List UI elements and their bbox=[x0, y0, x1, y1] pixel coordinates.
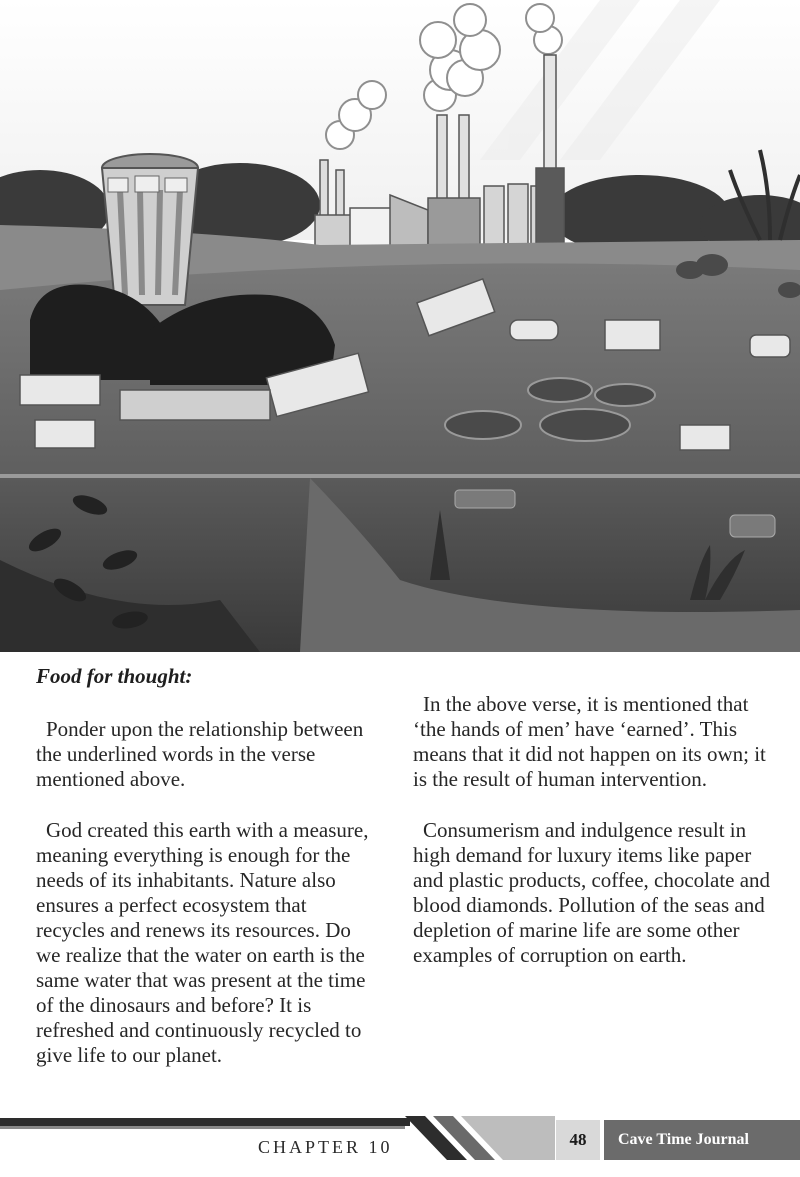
paragraph: Consumerism and indulgence result in high demand for luxury items like paper and plastic products, coffee, chocolate and blood diamonds. Pollution of the seas and depletion of marine life are some other examples of corruption on earth. bbox=[413, 818, 771, 967]
journal-title: Cave Time Journal bbox=[604, 1120, 800, 1160]
left-column bbox=[36, 664, 376, 1068]
footer-rule bbox=[0, 1118, 410, 1126]
paragraph: God created this earth with a measure, meaning everything is enough for the needs of its inhabitants. Nature also ensures a perfect ecosystem that recycles and renews its resources. Do we realize that the water on earth is the same water that was present at the time of the dinosaurs and before? It is refreshed and continuously recycled to give life to our planet. bbox=[36, 818, 369, 1067]
page-footer bbox=[0, 1112, 800, 1177]
right-column bbox=[413, 692, 773, 968]
footer-decoration bbox=[405, 1116, 555, 1172]
water-divider bbox=[0, 474, 800, 478]
paragraph: Ponder upon the relationship between the underlined words in the verse mentioned above. bbox=[36, 717, 364, 791]
paragraph: In the above verse, it is mentioned that ‘the hands of men’ have ‘earned’. This means that it did not happen on its own; it is the result of human intervention. bbox=[413, 692, 766, 791]
trash-can-icon bbox=[102, 154, 198, 305]
chapter-label: CHAPTER 10 bbox=[258, 1137, 393, 1157]
section-heading: Food for thought: bbox=[36, 664, 193, 688]
footer-rule-light bbox=[0, 1126, 405, 1129]
page-number: 48 bbox=[556, 1120, 600, 1160]
